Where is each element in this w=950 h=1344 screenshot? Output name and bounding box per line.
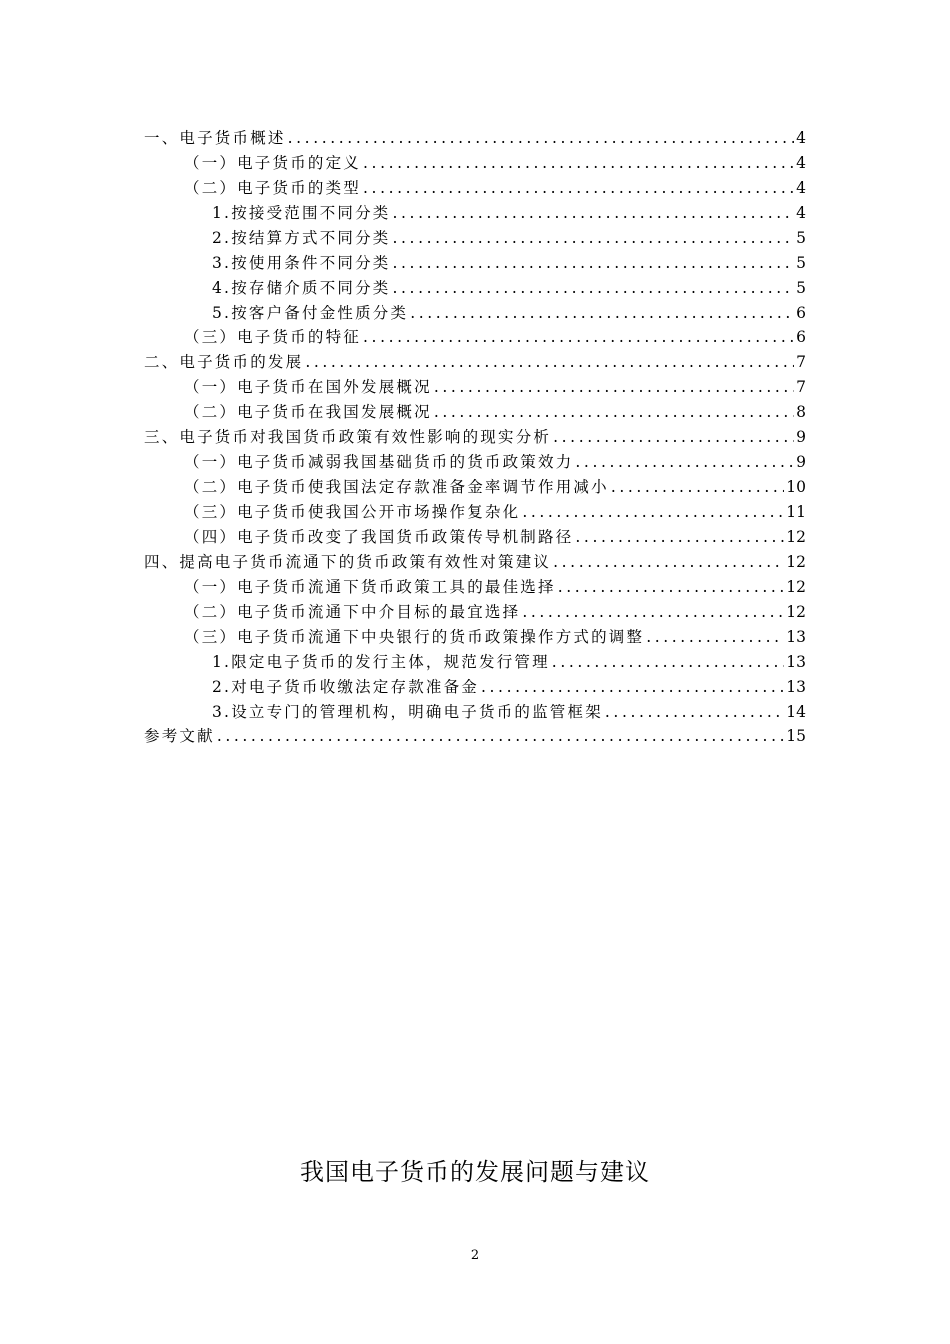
toc-entry[interactable] [144, 425, 806, 450]
toc-entry-page: 6 [796, 328, 806, 347]
toc-entry-title: （一）电子货币流通下货币政策工具的最佳选择 [184, 577, 556, 596]
toc-entry[interactable] [144, 301, 806, 326]
toc-entry-title: 1.限定电子货币的发行主体，规范发行管理 [212, 652, 550, 671]
toc-entry-title: 4.按存储介质不同分类 [212, 278, 391, 297]
toc-entry-page: 7 [796, 353, 806, 372]
toc-entry[interactable] [144, 525, 806, 550]
toc-entry[interactable] [144, 251, 806, 276]
toc-dot-leader [575, 525, 784, 550]
toc-entry[interactable] [144, 550, 806, 575]
toc-entry-title: 四、提高电子货币流通下的货币政策有效性对策建议 [144, 552, 552, 571]
toc-dot-leader [481, 675, 784, 700]
toc-entry[interactable] [144, 725, 806, 750]
toc-entry[interactable] [144, 201, 806, 226]
toc-entry[interactable] [144, 151, 806, 176]
toc-entry-title: 一、电子货币概述 [144, 128, 286, 147]
toc-entry-page: 13 [786, 652, 806, 671]
toc-entry-title: （三）电子货币流通下中央银行的货币政策操作方式的调整 [184, 627, 645, 646]
toc-entry[interactable] [144, 276, 806, 301]
toc-entry-title: （一）电子货币在国外发展概况 [184, 378, 432, 397]
toc-entry[interactable] [144, 700, 806, 725]
toc-entry-title: 5.按客户备付金性质分类 [212, 303, 409, 322]
toc-entry[interactable] [144, 650, 806, 675]
toc-dot-leader [575, 450, 794, 475]
toc-entry-page: 10 [786, 478, 806, 497]
toc-dot-leader [288, 126, 795, 151]
toc-entry-title: 1.按接受范围不同分类 [212, 203, 391, 222]
toc-entry-title: 三、电子货币对我国货币政策有效性影响的现实分析 [144, 428, 552, 447]
toc-entry-page: 6 [796, 303, 806, 322]
toc-entry-page: 4 [796, 128, 806, 147]
toc-dot-leader [553, 550, 784, 575]
toc-entry[interactable] [144, 625, 806, 650]
toc-dot-leader [434, 375, 794, 400]
toc-dot-leader [553, 425, 794, 450]
toc-dot-leader [217, 724, 784, 749]
toc-entry[interactable] [144, 500, 806, 525]
toc-entry-title: 3.按使用条件不同分类 [212, 253, 391, 272]
toc-entry-title: 3.设立专门的管理机构，明确电子货币的监管框架 [212, 702, 603, 721]
toc-entry-title: （四）电子货币改变了我国货币政策传导机制路径 [184, 527, 574, 546]
toc-entry-page: 15 [786, 727, 806, 746]
toc-entry[interactable] [144, 600, 806, 625]
toc-entry-title: 参考文献 [144, 727, 215, 746]
toc-entry-title: （二）电子货币使我国法定存款准备金率调节作用减小 [184, 478, 609, 497]
toc-entry-page: 11 [786, 503, 806, 522]
toc-dot-leader [305, 350, 794, 375]
toc-entry-page: 13 [786, 677, 806, 696]
toc-entry-page: 5 [796, 253, 806, 272]
toc-dot-leader [522, 500, 784, 525]
toc-entry-title: 2.按结算方式不同分类 [212, 228, 391, 247]
toc-dot-leader [434, 400, 794, 425]
toc-entry-page: 4 [796, 178, 806, 197]
toc-entry-title: （一）电子货币减弱我国基础货币的货币政策效力 [184, 453, 574, 472]
toc-entry[interactable] [144, 326, 806, 351]
toc-entry[interactable] [144, 350, 806, 375]
toc-dot-leader [552, 650, 784, 675]
toc-entry-page: 9 [796, 428, 806, 447]
toc-entry-page: 12 [786, 552, 806, 571]
toc-entry-title: （二）电子货币流通下中介目标的最宜选择 [184, 602, 521, 621]
toc-dot-leader [393, 201, 795, 226]
table-of-contents [144, 126, 806, 749]
toc-entry-page: 7 [796, 378, 806, 397]
toc-entry[interactable] [144, 575, 806, 600]
toc-entry-page: 5 [796, 278, 806, 297]
toc-entry-title: （二）电子货币的类型 [184, 178, 362, 197]
toc-entry-page: 5 [796, 228, 806, 247]
toc-entry-page: 9 [796, 453, 806, 472]
toc-entry-page: 14 [786, 702, 806, 721]
toc-entry[interactable] [144, 450, 806, 475]
toc-dot-leader [393, 251, 795, 276]
toc-dot-leader [393, 276, 795, 301]
toc-dot-leader [363, 325, 794, 350]
toc-entry[interactable] [144, 375, 806, 400]
toc-entry-page: 12 [786, 527, 806, 546]
toc-dot-leader [605, 700, 784, 725]
toc-dot-leader [522, 600, 784, 625]
toc-entry-page: 12 [786, 602, 806, 621]
toc-entry-title: （一）电子货币的定义 [184, 153, 362, 172]
toc-entry[interactable] [144, 226, 806, 251]
toc-dot-leader [558, 575, 785, 600]
page-number: 2 [470, 1248, 480, 1263]
toc-entry-page: 12 [786, 577, 806, 596]
toc-entry-page: 13 [786, 627, 806, 646]
toc-dot-leader [611, 475, 784, 500]
toc-entry-title: （三）电子货币的特征 [184, 328, 362, 347]
toc-entry[interactable] [144, 675, 806, 700]
toc-entry-title: （二）电子货币在我国发展概况 [184, 403, 432, 422]
toc-dot-leader [410, 301, 794, 326]
toc-dot-leader [646, 625, 784, 650]
toc-entry-page: 8 [796, 403, 806, 422]
toc-entry-page: 4 [796, 203, 806, 222]
toc-entry[interactable] [144, 126, 806, 151]
toc-entry[interactable] [144, 400, 806, 425]
toc-dot-leader [363, 151, 794, 176]
toc-entry-title: 二、电子货币的发展 [144, 353, 304, 372]
document-title: 我国电子货币的发展问题与建议 [300, 1158, 650, 1186]
toc-entry-page: 4 [796, 153, 806, 172]
toc-entry-title: （三）电子货币使我国公开市场操作复杂化 [184, 503, 521, 522]
toc-entry[interactable] [144, 475, 806, 500]
toc-dot-leader [363, 176, 794, 201]
toc-entry-title: 2.对电子货币收缴法定存款准备金 [212, 677, 479, 696]
toc-entry[interactable] [144, 176, 806, 201]
toc-dot-leader [393, 226, 795, 251]
